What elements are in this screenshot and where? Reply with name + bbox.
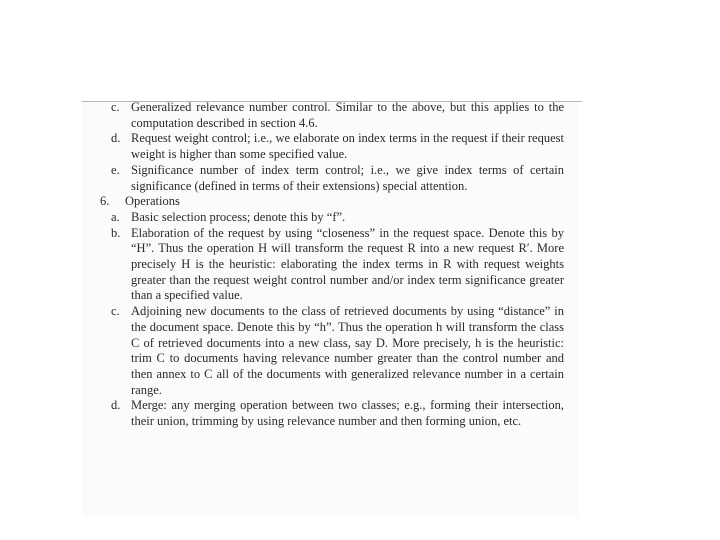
list-item <box>108 131 564 162</box>
list-item <box>108 226 564 305</box>
item-text: Significance number of index term control; i.e., we give index terms of certain significance (defined in terms of their extensions) special attention. <box>131 162 564 193</box>
list-item <box>108 398 564 429</box>
item-label: c. <box>111 304 120 319</box>
item-text: Elaboration of the request by using “closeness” in the request space. Denote this by “H”. Thus the operation H will transform the request R into a new request R′. More precisely H is the heuristic: elaborating the index terms in R with request weights greater than the request weight control number and/or index term significance greater than a specified value. <box>131 225 564 303</box>
item-label: a. <box>111 209 120 224</box>
list-item <box>108 210 564 226</box>
section-title: Operations <box>125 194 180 209</box>
list-item <box>108 163 564 194</box>
item-text: Generalized relevance number control. Similar to the above, but this applies to the computation described in section 4.6. <box>131 100 564 130</box>
list-item <box>108 304 564 398</box>
item-label: d. <box>111 131 121 146</box>
document-text <box>100 100 564 430</box>
section-number: 6. <box>100 194 110 209</box>
section-heading <box>100 194 564 210</box>
item-text: Basic selection process; denote this by “f”. <box>131 209 346 224</box>
item-label: e. <box>111 162 120 177</box>
item-text: Merge: any merging operation between two classes; e.g., forming their intersection, their union, trimming by using relevance number and then forming union, etc. <box>131 398 564 429</box>
list-item <box>108 100 564 131</box>
item-label: b. <box>111 225 121 240</box>
item-label: d. <box>111 398 121 413</box>
item-text: Adjoining new documents to the class of retrieved documents by using “distance” in the document space. Denote this by “h”. Thus the operation h will transform the class C of retrieved documents into a new class, say D. More precisely, h is the heuristic: trim C to documents having relevance number greater than the control number and then annex to C all of the documents with generalized relevance number in a certain range. <box>131 304 564 397</box>
item-text: Request weight control; i.e., we elaborate on index terms in the request if their request weight is higher than some specified value. <box>131 131 564 162</box>
item-label: c. <box>111 100 120 114</box>
